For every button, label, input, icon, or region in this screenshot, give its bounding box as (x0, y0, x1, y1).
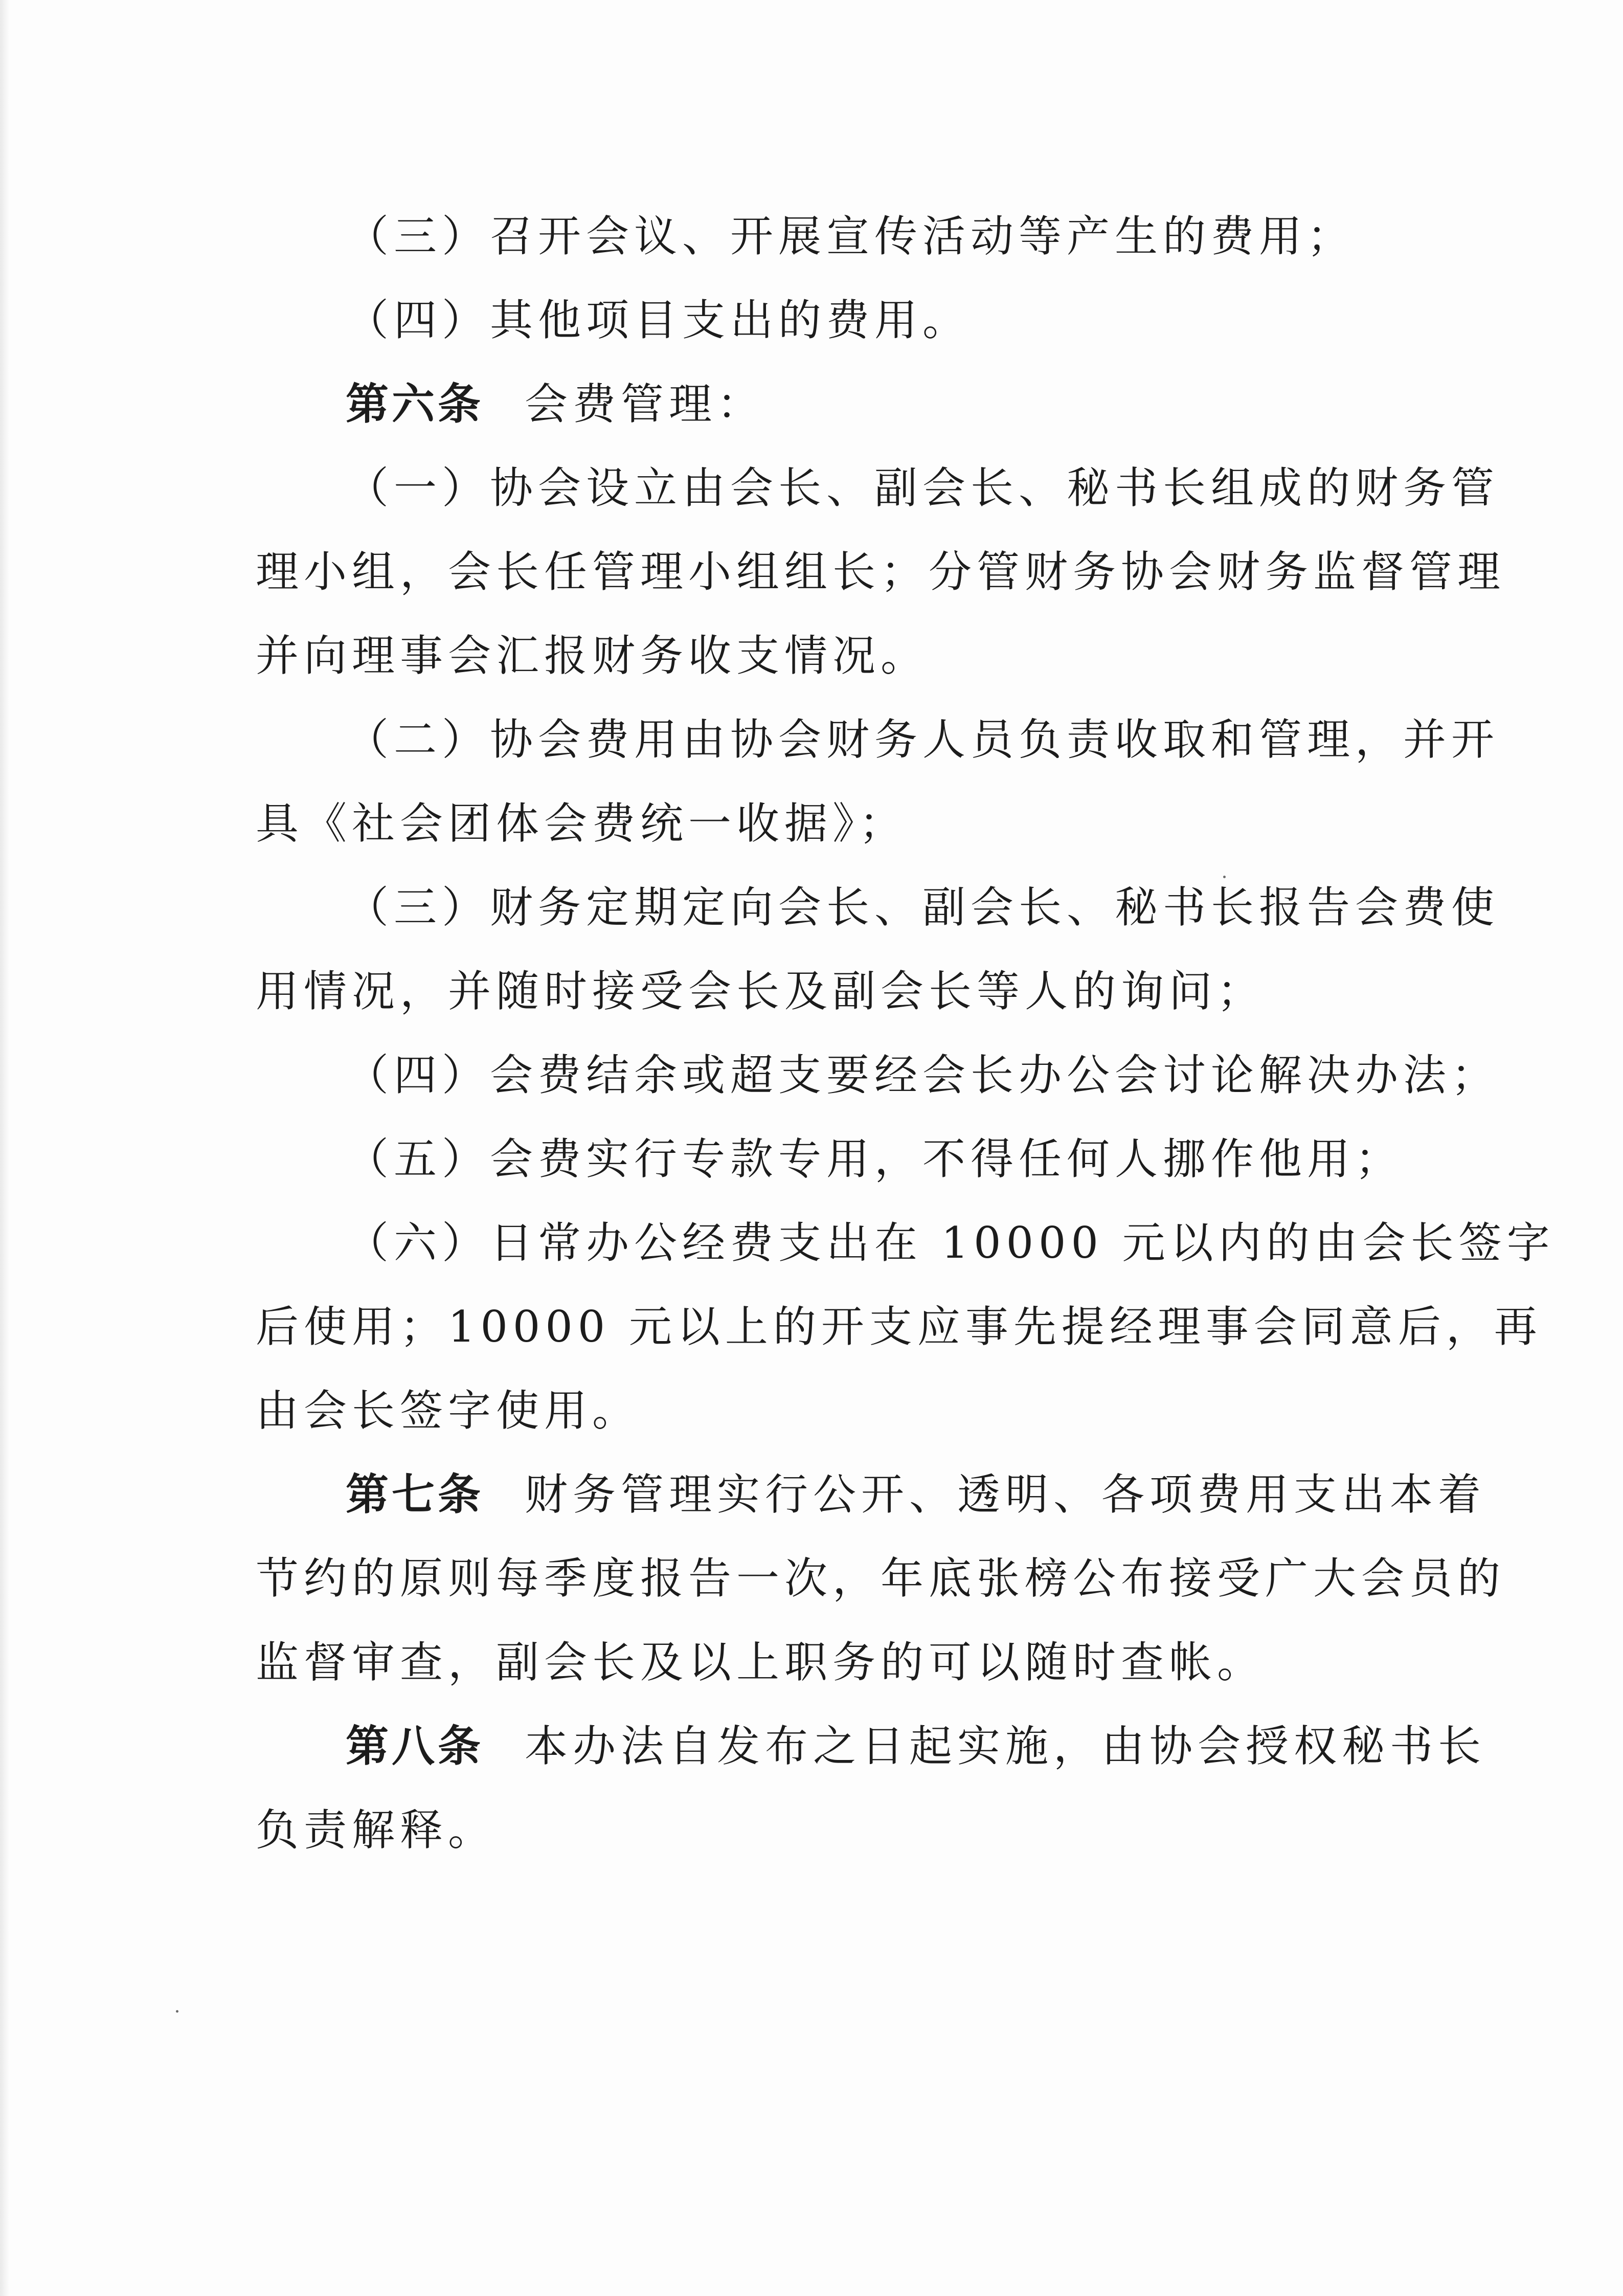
text-line: 监督审查，副会长及以上职务的可以随时查帐。 (256, 1637, 1266, 1687)
article-number: 第八条 (346, 1721, 484, 1771)
text-line: （四）其他项目支出的费用。 (346, 295, 971, 345)
article-text: 本办法自发布之日起实施，由协会授权秘书长 (525, 1721, 1486, 1771)
document-body (256, 194, 1555, 1872)
text-line: （一）协会设立由会长、副会长、秘书长组成的财务管 (346, 463, 1500, 513)
scan-edge-shadow (0, 0, 9, 2296)
article-line (256, 1453, 1486, 1536)
article-line (256, 1704, 1486, 1788)
text-line: 由会长签字使用。 (256, 1386, 641, 1436)
article-number: 第七条 (346, 1469, 484, 1520)
scan-speck (176, 2010, 178, 2013)
text-line: 具《社会团体会费统一收据》； (256, 798, 908, 849)
text-line: （三）财务定期定向会长、副会长、秘书长报告会费使 (346, 882, 1500, 932)
text-line: 用情况，并随时接受会长及副会长等人的询问； (256, 966, 1266, 1016)
text-line: （六）日常办公经费支出在 10000 元以内的由会长签字 (346, 1218, 1555, 1268)
text-line: （五）会费实行专款专用，不得任何人挪作他用； (346, 1134, 1404, 1184)
article-text: 财务管理实行公开、透明、各项费用支出本着 (525, 1469, 1486, 1520)
text-line: （二）协会费用由协会财务人员负责收取和管理，并开 (346, 715, 1500, 765)
text-line: （三）召开会议、开展宣传活动等产生的费用； (346, 211, 1356, 261)
text-line: （四）会费结余或超支要经会长办公会讨论解决办法； (346, 1050, 1500, 1100)
article-number: 第六条 (346, 378, 484, 429)
text-line: 并向理事会汇报财务收支情况。 (256, 631, 929, 681)
text-line: 理小组，会长任管理小组组长；分管财务协会财务监督管理 (256, 547, 1506, 597)
text-line: 负责解释。 (256, 1805, 497, 1855)
scan-speck (1223, 876, 1226, 878)
text-line: 后使用；10000 元以上的开支应事先提经理事会同意后，再 (256, 1302, 1542, 1352)
text-line: 节约的原则每季度报告一次，年底张榜公布接受广大会员的 (256, 1553, 1506, 1603)
article-text: 会费管理： (525, 379, 765, 429)
article-line (256, 362, 1386, 446)
